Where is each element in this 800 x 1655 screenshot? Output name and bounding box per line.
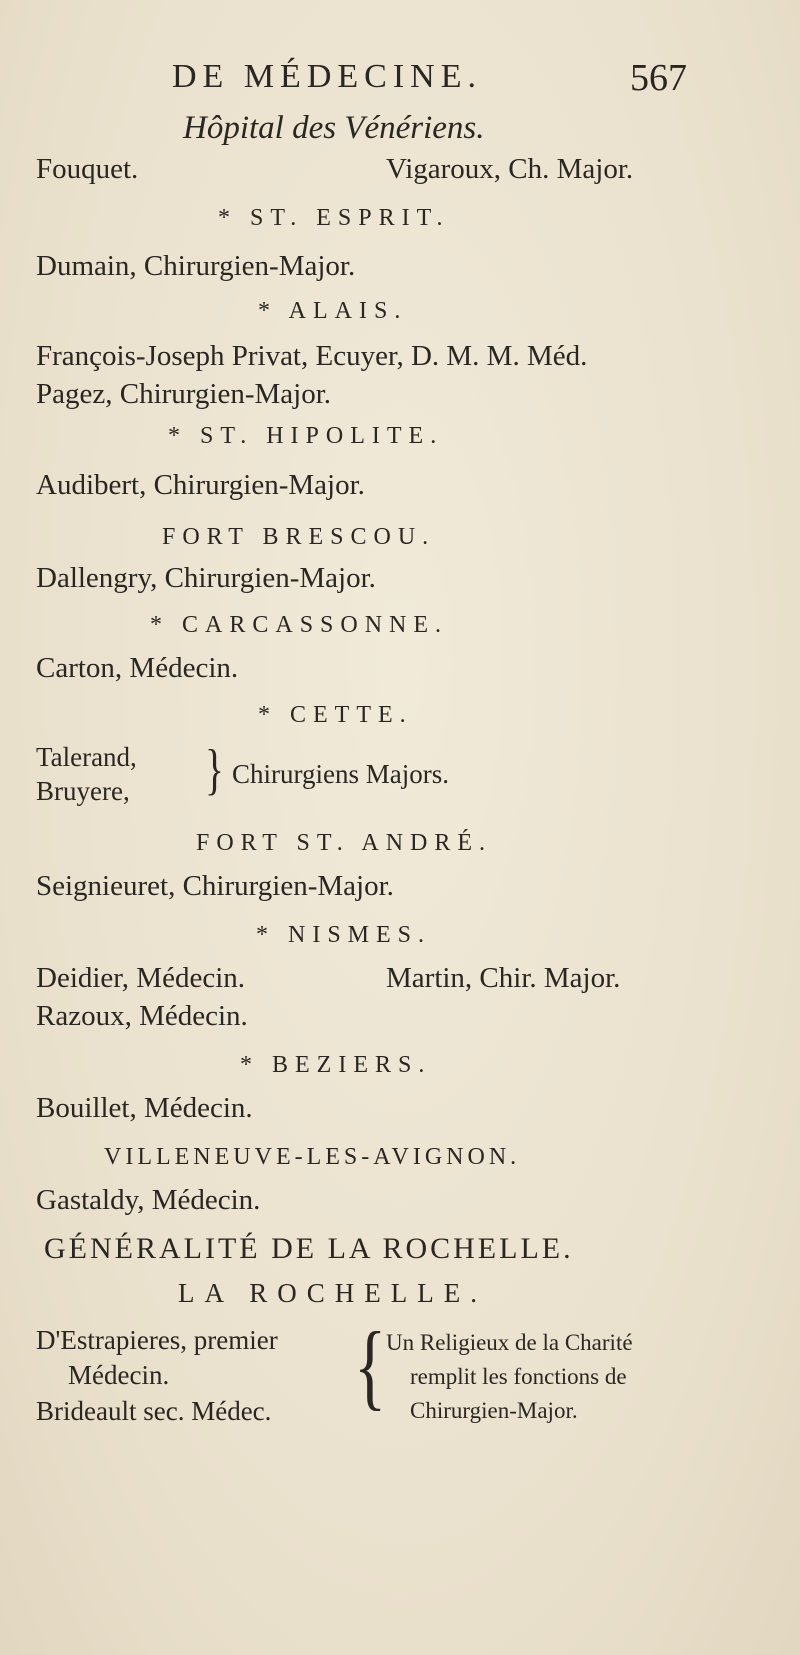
section-title-st-esprit: * ST. ESPRIT. [218, 205, 450, 231]
entry-alais-1: François-Joseph Privat, Ecuyer, D. M. M. Méd. [36, 340, 588, 372]
entry-carcassonne: Carton, Médecin. [36, 652, 239, 684]
entry-nismes-left-2: Razoux, Médecin. [36, 1000, 248, 1032]
entry-fort-st-andre: Seignieuret, Chirurgien-Major. [36, 870, 394, 902]
section-title-fort-st-andre: FORT ST. ANDRÉ. [196, 830, 493, 856]
entry-rochelle-right-2: remplit les fonctions de [410, 1364, 627, 1389]
brace-rochelle: { [354, 1312, 387, 1419]
entry-fort-brescou: Dallengry, Chirurgien-Major. [36, 562, 376, 594]
entry-st-hipolite: Audibert, Chirurgien-Major. [36, 469, 365, 501]
section-title-cette: * CETTE. [258, 702, 413, 728]
entry-nismes-right-1: Martin, Chir. Major. [386, 962, 621, 994]
section-title-alais: * ALAIS. [258, 298, 408, 324]
entry-hopital-right: Vigaroux, Ch. Major. [386, 153, 634, 185]
section-title-la-rochelle: LA ROCHELLE. [178, 1278, 487, 1308]
page-number: 567 [630, 57, 687, 99]
section-title-hopital: Hôpital des Vénériens. [183, 110, 485, 146]
section-title-carcassonne: * CARCASSONNE. [150, 612, 449, 638]
section-title-fort-brescou: FORT BRESCOU. [162, 524, 436, 550]
brace-cette: } [205, 739, 224, 801]
section-title-nismes: * NISMES. [256, 922, 432, 948]
entry-cette-name-1: Talerand, [36, 742, 137, 772]
section-title-generalite: GÉNÉRALITÉ DE LA ROCHELLE. [44, 1232, 574, 1265]
entry-nismes-left-1: Deidier, Médecin. [36, 962, 246, 994]
entry-beziers: Bouillet, Médecin. [36, 1092, 253, 1124]
entry-rochelle-left-1: D'Estrapieres, premier [36, 1325, 278, 1355]
entry-hopital-left: Fouquet. [36, 153, 139, 185]
entry-rochelle-right-3: Chirurgien-Major. [410, 1398, 578, 1423]
section-title-beziers: * BEZIERS. [240, 1052, 432, 1078]
entry-rochelle-left-3: Brideault sec. Médec. [36, 1396, 272, 1426]
entry-cette-name-2: Bruyere, [36, 776, 130, 806]
entry-cette-role: Chirurgiens Majors. [232, 759, 449, 789]
entry-rochelle-right-1: Un Religieux de la Charité [386, 1330, 633, 1355]
section-title-villeneuve: VILLENEUVE-LES-AVIGNON. [104, 1144, 521, 1170]
entry-rochelle-left-2: Médecin. [68, 1360, 170, 1390]
entry-villeneuve: Gastaldy, Médecin. [36, 1184, 261, 1216]
running-title: DE MÉDECINE. [172, 58, 482, 95]
entry-st-esprit: Dumain, Chirurgien-Major. [36, 250, 356, 282]
section-title-st-hipolite: * ST. HIPOLITE. [168, 423, 444, 449]
entry-alais-2: Pagez, Chirurgien-Major. [36, 378, 332, 410]
